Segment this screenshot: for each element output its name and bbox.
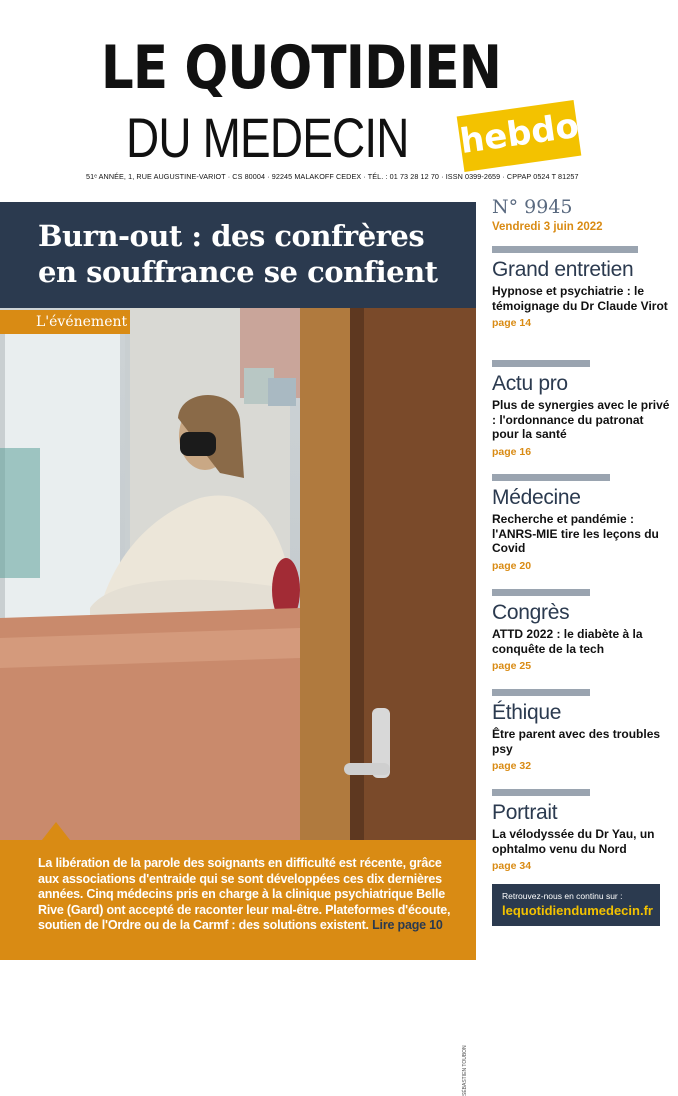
masthead <box>0 0 678 200</box>
masthead-title-line2: DU MEDECIN <box>126 106 409 169</box>
masthead-info: 51ᵉ ANNÉE, 1, RUE AUGUSTINE-VARIOT · CS 80004 · 92245 MALAKOFF CEDEX · TÉL. : 01 73 28 12 70 · ISSN 0399-2659 · CPPAP 0524 T 81257 <box>86 172 579 181</box>
cover-photo-illustration <box>0 308 476 840</box>
section-bar <box>492 689 590 696</box>
website-promo[interactable] <box>492 884 660 926</box>
section-page: page 20 <box>492 559 532 572</box>
cover-headline: Burn-out : des confrères en souffrance se confient <box>38 219 438 289</box>
section-page: page 32 <box>492 760 532 773</box>
lead-box <box>0 840 476 960</box>
section-page: page 25 <box>492 660 532 673</box>
section-rubric: Portrait <box>492 801 558 824</box>
section-actu-pro[interactable] <box>492 360 672 458</box>
issue-date: Vendredi 3 juin 2022 <box>492 221 603 233</box>
lead-notch <box>42 822 70 840</box>
section-desc: Plus de synergies avec le privé : l'ordonnance du patronat pour la santé <box>492 398 670 442</box>
section-desc: Hypnose et psychiatrie : le témoignage du Dr Claude Virot <box>492 284 668 313</box>
section-bar <box>492 246 638 253</box>
section-congres[interactable] <box>492 589 672 672</box>
lead-link[interactable]: Lire page 10 <box>372 918 443 933</box>
promo-url[interactable]: lequotidiendumedecin.fr <box>502 903 653 918</box>
lead-body: La libération de la parole des soignants en difficulté est récente, grâce aux associations d'entraide qui se sont développées ces dix dernières années. Cinq médecins pris en charge à la clinique psychiatrique Belle Rive (Gard) ont accepté de raconter leur mal-être. Plateformes d'écoute, soutien de l'Ordre ou de la Carmf : des solutions existent. <box>38 856 451 933</box>
section-ethique[interactable] <box>492 689 672 772</box>
section-rubric: Grand entretien <box>492 258 634 281</box>
issue-number: N° 9945 <box>492 196 573 218</box>
section-medecine[interactable] <box>492 474 672 572</box>
section-bar <box>492 360 590 367</box>
headline-band <box>0 202 476 308</box>
section-desc: Recherche et pandémie : l'ANRS-MIE tire les leçons du Covid <box>492 512 659 556</box>
section-desc: ATTD 2022 : le diabète à la conquête de la tech <box>492 627 643 656</box>
masthead-title-line1: LE QUOTIDIEN <box>100 33 502 103</box>
section-desc: La vélodyssée du Dr Yau, un ophtalmo venu du Nord <box>492 827 655 856</box>
photo-credit: SÉBASTIEN TOUBON <box>462 1045 468 1096</box>
section-rubric: Médecine <box>492 486 581 509</box>
section-rubric: Éthique <box>492 701 562 724</box>
lead-text <box>38 856 458 934</box>
section-page: page 34 <box>492 860 532 873</box>
section-bar <box>492 589 590 596</box>
section-rubric: Congrès <box>492 601 570 624</box>
hebdo-badge: hebdo <box>457 100 582 172</box>
section-portrait[interactable] <box>492 789 672 872</box>
section-bar <box>492 474 610 481</box>
section-bar <box>492 789 590 796</box>
section-grand-entretien[interactable] <box>492 246 672 329</box>
section-page: page 16 <box>492 445 532 458</box>
section-rubric: Actu pro <box>492 372 568 395</box>
section-desc: Être parent avec des troubles psy <box>492 727 661 756</box>
promo-line1: Retrouvez-nous en continu sur : <box>502 891 623 901</box>
section-page: page 14 <box>492 317 532 330</box>
event-tag: L'événement <box>0 310 130 334</box>
